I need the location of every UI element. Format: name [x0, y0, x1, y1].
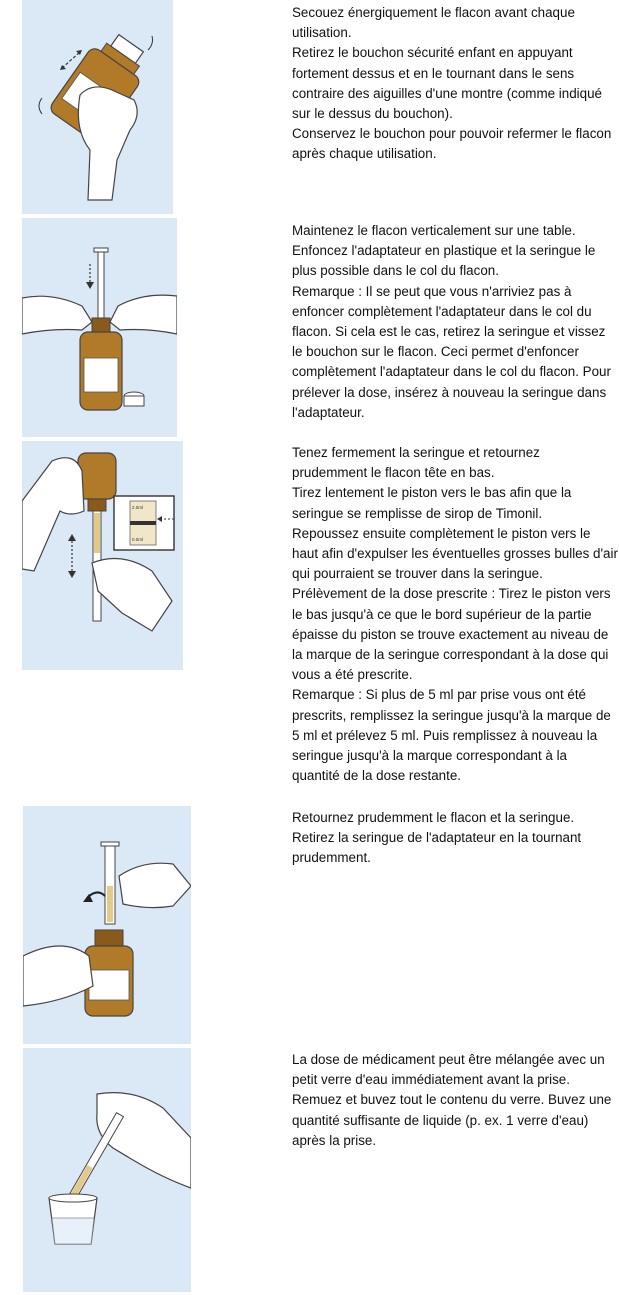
step-2-line-2: Enfoncez l'adaptateur en plastique et la seringue le plus possible dans le col du flacon.	[292, 243, 596, 279]
step-1-line-3: Conservez le bouchon pour pouvoir refermer le flacon après chaque utilisation.	[292, 126, 612, 162]
insert-adapter-icon	[22, 218, 177, 437]
step-4-text	[292, 808, 618, 869]
step-2-line-1: Maintenez le flacon verticalement sur une table.	[292, 223, 576, 238]
step-3-line-3: Repoussez ensuite complètement le piston vers le haut afin d'expulser les éventuelles grosses bulles d'air qui pourraient se trouver dans la seringue.	[292, 525, 618, 582]
step-4-line-1: Retournez prudemment le flacon et la seringue. Retirez la seringue de l'adaptateur en la tournant prudemment.	[292, 810, 582, 866]
step-3-line-1: Tenez fermement la seringue et retournez prudemment le flacon tête en bas.	[292, 445, 540, 481]
step-1-line-1: Secouez énergiquement le flacon avant chaque utilisation.	[292, 5, 575, 41]
step-3-text	[292, 443, 618, 786]
step-2-text	[292, 221, 618, 423]
step-1-line-2: Retirez le bouchon sécurité enfant en appuyant fortement dessus et en le tournant dans le sens contraire des aiguilles d'une montre (comme indiqué sur le dessus du bouchon).	[292, 45, 602, 122]
syringe-mark-bottom: 0.0ml	[132, 537, 144, 542]
step-3-line-5: Remarque : Si plus de 5 ml par prise vous ont été prescrits, remplissez la seringue jusqu'à la marque de 5 ml et prélevez 5 ml. Puis remplissez à nouveau la seringue jusqu'à la marque correspondant à la quantité de la dose restante.	[292, 687, 611, 784]
remove-syringe-illustration	[23, 806, 191, 1044]
step-3-line-4: Prélèvement de la dose prescrite : Tirez le piston vers le bas jusqu'à ce que le bord supérieur de la partie épaisse du piston se trouve exactement au niveau de la marque de la seringue correspondant à la dose qui vous a été prescrite.	[292, 586, 611, 683]
remove-syringe-icon	[23, 806, 191, 1044]
step-1-text	[292, 3, 618, 165]
mix-with-water-illustration	[23, 1048, 191, 1292]
shake-bottle-illustration	[22, 0, 173, 214]
step-3-line-2: Tirez lentement le piston vers le bas afin que la seringue se remplisse de sirop de Timonil.	[292, 485, 572, 521]
insert-adapter-illustration	[22, 218, 177, 437]
step-5-line-1: La dose de médicament peut être mélangée avec un petit verre d'eau immédiatement avant la prise. Remuez et buvez tout le contenu du verre. Buvez une quantité suffisante de liquide (p. ex. 1 verre d'eau) après la prise.	[292, 1052, 612, 1148]
step-2-line-3: Remarque : Il se peut que vous n'arriviez pas à enfoncer complètement l'adaptateur dans le col du flacon. Si cela est le cas, retirez la seringue et vissez le bouchon sur le flacon. Ceci permet d'enfoncer complètement l'adaptateur dans le col du flacon. Pour prélever la dose, insérez à nouveau la seringue dans l'adaptateur.	[292, 283, 611, 420]
syringe-mark-top: 2.0ml	[132, 505, 144, 510]
shake-bottle-icon	[22, 0, 173, 214]
draw-dose-icon	[22, 441, 183, 670]
draw-dose-illustration	[22, 441, 183, 670]
step-5-text	[292, 1050, 618, 1151]
mix-with-water-icon	[23, 1048, 191, 1292]
